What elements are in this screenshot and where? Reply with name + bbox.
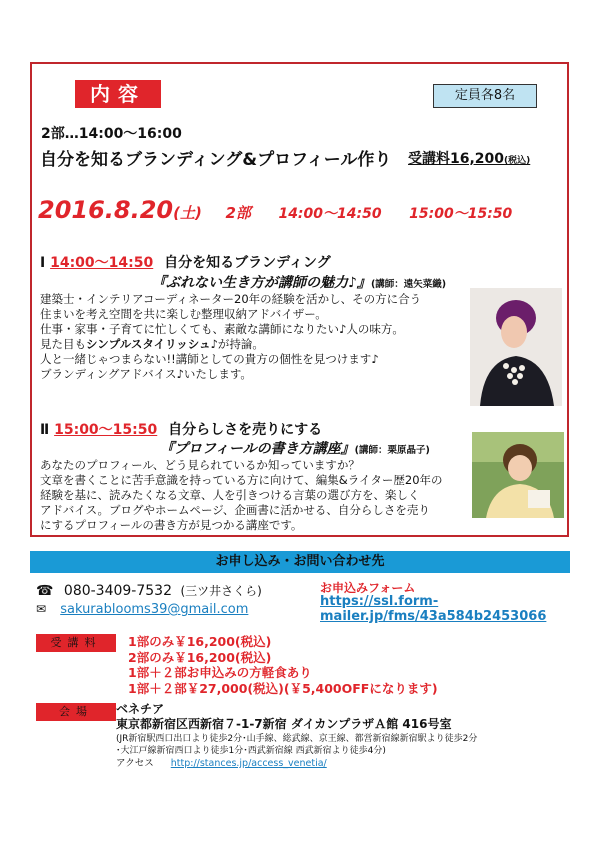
phone-number[interactable]: 080-3409-7532 — [63, 583, 172, 599]
section1-line: ブランディングアドバイス♪いたします。 — [40, 367, 252, 381]
section1-line: 人と一緒じゃつまらない!!講師としての貴方の個性を見つけます♪ — [40, 352, 379, 366]
section2-lecturer: (講師：栗原晶子) — [354, 445, 430, 456]
section1-title: 自分を知るブランディング — [164, 255, 331, 271]
venue-access-row — [116, 755, 327, 769]
section2-line: 文章を書くことに苦手意識を持っている方に向けて、編集&ライター歴20年の — [40, 473, 443, 487]
venue-address: 東京都新宿区西新宿７-1-7新宿 ダイカンプラザＡ館 416号室 — [116, 717, 452, 731]
form-url-line1[interactable]: https://ssl.form- — [320, 594, 439, 609]
fee-line: 1部＋２部お申込みの方軽食あり — [128, 665, 312, 680]
contact-bar: お申し込み・お問い合わせ先 — [30, 551, 570, 573]
event-slot-2: 15:00〜15:50 — [409, 206, 513, 222]
phone-row — [36, 582, 262, 599]
date-line — [38, 196, 512, 224]
section2-line: 経験を基に、読みたくなる文章、人を引きつける言葉の選び方を、楽しく — [40, 488, 420, 502]
section1-lecturer: (講師：遠矢菜織) — [370, 279, 447, 290]
fee-line: 1部のみ￥16,200(税込) — [128, 634, 272, 649]
fee-label-box: 受講料 — [36, 634, 116, 652]
venue-access-1: (JR新宿駅西口出口より徒歩2分･山手線、総武線、京王線、都営新宿線新宿駅より徒歩2分 — [116, 734, 478, 744]
fee-tax: (税込) — [504, 156, 531, 166]
section1-lecture — [152, 272, 446, 292]
lecturer2-photo — [472, 432, 564, 518]
lecturer1-photo — [470, 288, 562, 406]
capacity-badge: 定員各8名 — [433, 84, 537, 108]
section1-heading — [40, 252, 331, 272]
email-link[interactable]: sakurablooms39@gmail.com — [60, 602, 249, 617]
access-link[interactable]: http://stances.jp/access_venetia/ — [170, 758, 327, 769]
form-url-line2[interactable]: mailer.jp/fms/43a584b2453066 — [320, 609, 547, 624]
event-date: 2016.8.20 — [38, 196, 174, 224]
section2-numeral: Ⅱ — [40, 422, 50, 438]
section1-numeral: Ⅰ — [40, 255, 46, 271]
section1-time: 14:00〜14:50 — [50, 255, 154, 271]
section1-lecture-title: 『ぶれない生き方が講師の魅力♪』 — [152, 275, 371, 291]
session-label: 2部…14:00〜16:00 — [41, 126, 182, 142]
section2-body — [40, 458, 470, 533]
section2-heading — [40, 419, 322, 439]
venue-name: ベネチア — [116, 702, 165, 716]
mail-icon: ✉ — [36, 602, 47, 616]
section1-line: 建築士・インテリアコーディネーター20年の経験を活かし、その方に合う — [40, 292, 422, 306]
section2-line: にするプロフィールの書き方が見つかる講座です。 — [40, 518, 303, 532]
fee-line: 2部のみ￥16,200(税込) — [128, 649, 272, 665]
course-title: 自分を知るブランディング&プロフィール作り — [40, 150, 392, 170]
event-slot-1: 14:00〜14:50 — [278, 206, 382, 222]
section2-time: 15:00〜15:50 — [54, 422, 158, 438]
section2-lecture — [160, 438, 430, 458]
section1-body — [40, 292, 480, 382]
phone-icon: ☎ — [36, 583, 54, 599]
section1-line: 見た目もシンプルスタイリッシュ♪が持論。 — [40, 337, 264, 351]
form-label: お申込みフォーム — [320, 581, 416, 595]
fee-label: 受講料16,200 — [408, 151, 505, 167]
venue-access-2: ･大江戸線新宿西口より徒歩1分･西武新宿線 西武新宿より徒歩4分) — [116, 746, 386, 756]
section2-title: 自分らしさを売りにする — [168, 422, 323, 438]
naiyo-badge: 内容 — [75, 80, 161, 108]
event-weekday: (土) — [173, 204, 202, 222]
section1-line: 仕事・家事・子育てに忙しくても、素敵な講師になりたい♪人の味方。 — [40, 322, 404, 336]
section1-line: 住まいを考え空間を共に楽しむ整理収納アドバイザー。 — [40, 307, 327, 321]
phone-name: (三ツ井さくら) — [180, 584, 262, 598]
section2-lecture-title: 『プロフィールの書き方講座』 — [160, 441, 355, 457]
section2-line: アドバイス。ブログやホームページ、企画書に活かせる、自分らしさを売り — [40, 503, 430, 517]
event-part: 2部 — [225, 204, 251, 222]
access-label: アクセス — [116, 758, 154, 769]
email-row — [36, 602, 248, 617]
fee-list — [128, 634, 438, 696]
venue-label-box: 会場 — [36, 703, 116, 721]
fee-line: 1部＋２部￥27,000(税込)(￥5,400OFFになります) — [128, 680, 438, 696]
course-fee — [408, 148, 530, 168]
section2-line: あなたのプロフィール、どう見られているか知っていますか？ — [40, 458, 360, 472]
